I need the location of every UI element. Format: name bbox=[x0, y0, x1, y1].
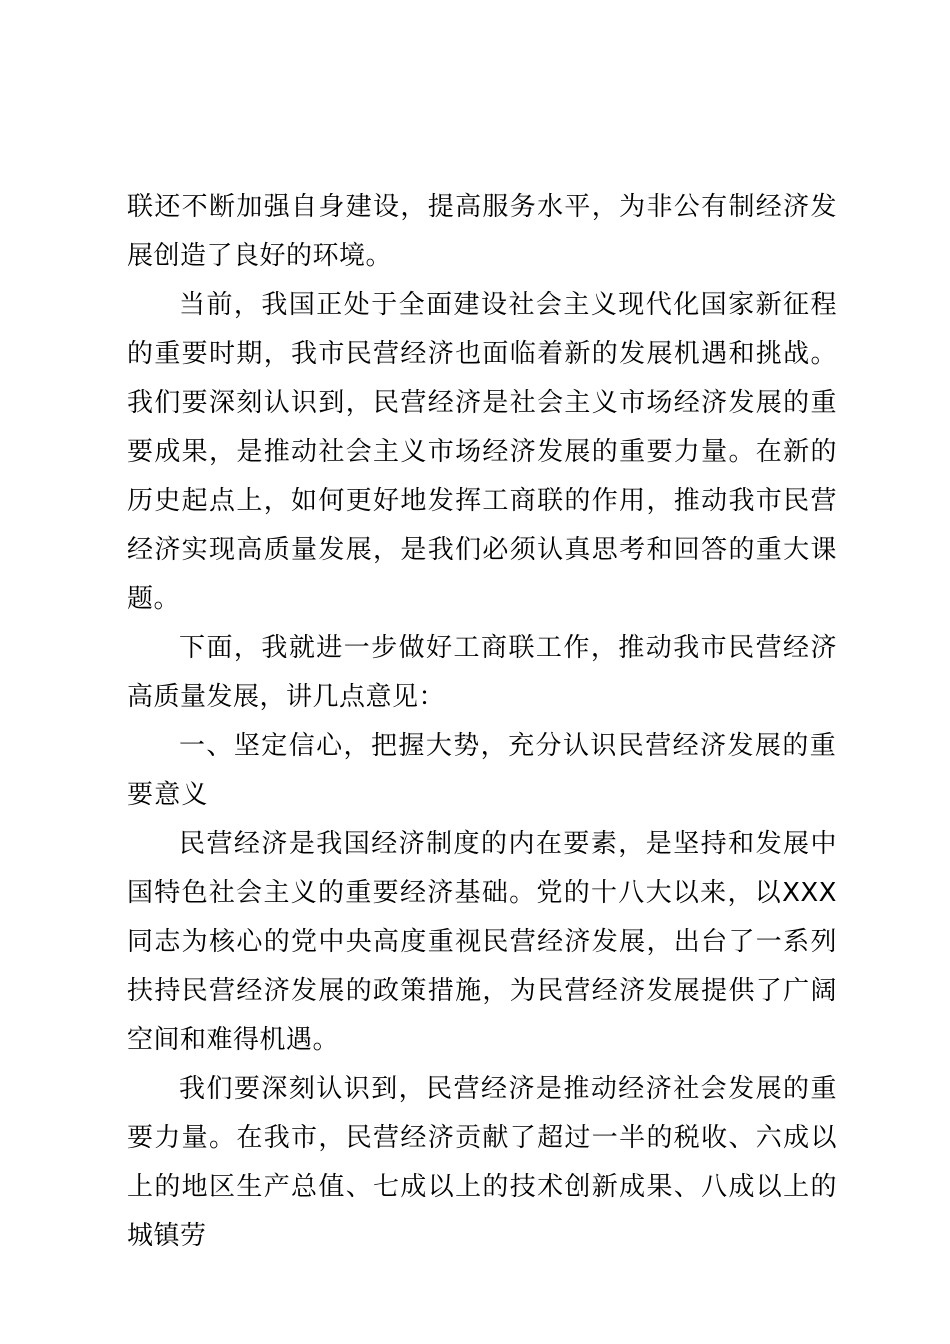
paragraph-current-situation: 当前，我国正处于全面建设社会主义现代化国家新征程的重要时期，我市民营经济也面临着新的发展机遇和挑战。我们要深刻认识到，民营经济是社会主义市场经济发展的重要成果，是推动社会主义市场经济发展的重要力量。在新的历史起点上，如何更好地发挥工商联的作用，推动我市民营经济实现高质量发展，是我们必须认真思考和回答的重大课题。 bbox=[127, 290, 837, 614]
paragraph-private-economy-role: 民营经济是我国经济制度的内在要素，是坚持和发展中国特色社会主义的重要经济基础。党的十八大以来，以XXX同志为核心的党中央高度重视民营经济发展，出台了一系列扶持民营经济发展的政策措施，为民营经济发展提供了广阔空间和难得机遇。 bbox=[127, 829, 837, 1055]
paragraph-private-economy-contribution: 我们要深刻认识到，民营经济是推动经济社会发展的重要力量。在我市，民营经济贡献了超过一半的税收、六成以上的地区生产总值、七成以上的技术创新成果、八成以上的城镇劳 bbox=[127, 1074, 837, 1251]
paragraph-introduction: 下面，我就进一步做好工商联工作，推动我市民营经济高质量发展，讲几点意见： bbox=[127, 633, 837, 712]
section-heading-one: 一、坚定信心，把握大势，充分认识民营经济发展的重要意义 bbox=[127, 731, 837, 810]
document-body bbox=[127, 183, 837, 1261]
paragraph-continuation: 联还不断加强自身建设，提高服务水平，为非公有制经济发展创造了良好的环境。 bbox=[127, 192, 837, 271]
